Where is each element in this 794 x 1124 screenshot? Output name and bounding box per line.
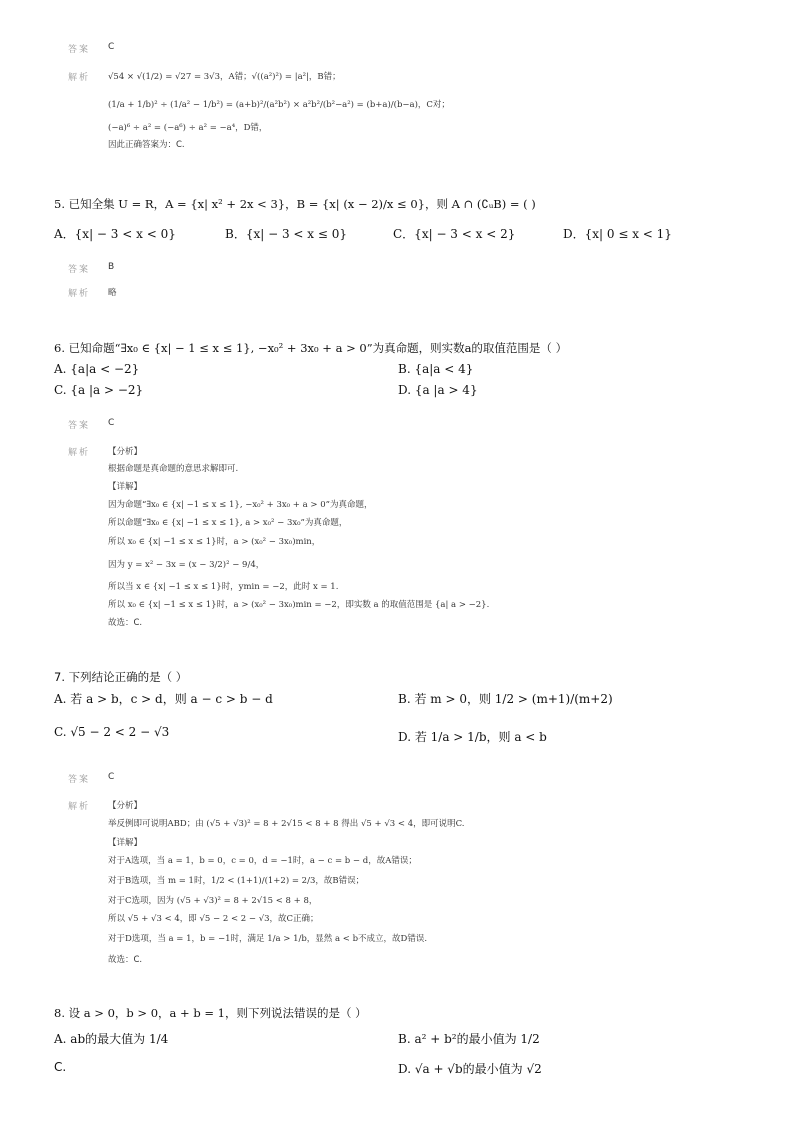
question-6-stem: 6. 已知命题“∃x₀ ∈ {x| − 1 ≤ x ≤ 1}, −x₀² + 3x₀ + a > 0”为真命题，则实数a的取值范围是（ ） [54, 341, 568, 355]
q8-option-b: B. a² + b²的最小值为 1/2 [398, 1032, 540, 1046]
analysis-line: 【详解】 [108, 838, 143, 848]
analysis-tag: 解析 [68, 802, 91, 812]
answer-value: C [108, 42, 115, 52]
analysis-line: 【分析】 [108, 801, 143, 811]
analysis-line: 对于A选项，当 a = 1，b = 0，c = 0，d = −1时，a − c = b − d，故A错误； [108, 856, 417, 866]
answer-tag: 答案 [68, 421, 91, 431]
q7-option-d: D. 若 1/a > 1/b，则 a < b [398, 730, 547, 744]
answer-value: C [108, 772, 115, 782]
analysis-tag: 解析 [68, 448, 91, 458]
q6-option-b: B. {a|a < 4} [398, 362, 474, 376]
analysis-line: 故选：C. [108, 955, 143, 965]
analysis-tag: 解析 [68, 73, 91, 83]
question-7-stem: 7. 下列结论正确的是（ ） [54, 670, 188, 684]
q6-option-a: A. {a|a < −2} [54, 362, 140, 376]
analysis-line: 【详解】 [108, 482, 143, 492]
analysis-line: 对于B选项，当 m = 1时，1/2 < (1+1)/(1+2) = 2/3，故B错误； [108, 876, 365, 886]
analysis-line: 所以 x₀ ∈ {x| −1 ≤ x ≤ 1}时，a > (x₀² − 3x₀)min = −2，即实数 a 的取值范围是 {a| a > −2}. [108, 600, 490, 610]
analysis-line: 因为 y = x² − 3x = (x − 3/2)² − 9/4， [108, 560, 265, 570]
q7-option-c: C. √5 − 2 < 2 − √3 [54, 725, 170, 739]
q7-option-b: B. 若 m > 0，则 1/2 > (m+1)/(m+2) [398, 692, 613, 706]
answer-value: B [108, 262, 115, 272]
q5-option-d: D．{x| 0 ≤ x < 1} [563, 227, 672, 241]
analysis-line: 故选：C. [108, 618, 143, 628]
q6-option-c: C. {a |a > −2} [54, 383, 144, 397]
analysis-line: 略 [108, 288, 117, 298]
q8-option-d: D. √a + √b的最小值为 √2 [398, 1062, 542, 1076]
answer-tag: 答案 [68, 265, 91, 275]
analysis-line: 对于D选项，当 a = 1，b = −1时，满足 1/a > 1/b，显然 a < b不成立，故D错误. [108, 934, 428, 944]
analysis-line: 根据命题是真命题的意思求解即可. [108, 464, 239, 474]
analysis-line: 因为命题“∃x₀ ∈ {x| −1 ≤ x ≤ 1}, −x₀² + 3x₀ + a > 0”为真命题， [108, 500, 373, 510]
question-5-stem: 5. 已知全集 U = R，A = {x| x² + 2x < 3}，B = {x| (x − 2)/x ≤ 0}，则 A ∩ (∁ᵤB) = ( ) [54, 197, 536, 211]
question-8-stem: 8. 设 a > 0，b > 0，a + b = 1，则下列说法错误的是（ ） [54, 1006, 367, 1020]
analysis-line: (−a)⁶ ÷ a² = (−a⁶) ÷ a² = −a⁴，D错， [108, 123, 268, 133]
analysis-line: 所以命题“∃x₀ ∈ {x| −1 ≤ x ≤ 1}, a > x₀² − 3x₀”为真命题， [108, 518, 348, 528]
analysis-line: 所以 x₀ ∈ {x| −1 ≤ x ≤ 1}时，a > (x₀² − 3x₀)min， [108, 537, 321, 547]
analysis-tag: 解析 [68, 289, 91, 299]
q5-option-c: C．{x| − 3 < x < 2} [393, 227, 516, 241]
analysis-line: 因此正确答案为：C. [108, 140, 185, 150]
q7-option-a: A. 若 a > b，c > d，则 a − c > b − d [54, 692, 273, 706]
analysis-line: 所以 √5 + √3 < 4，即 √5 − 2 < 2 − √3，故C正确； [108, 914, 319, 924]
q5-option-b: B．{x| − 3 < x ≤ 0} [225, 227, 347, 241]
q6-option-d: D. {a |a > 4} [398, 383, 478, 397]
analysis-line: 【分析】 [108, 447, 143, 457]
analysis-line: 举反例即可说明ABD；由 (√5 + √3)² = 8 + 2√15 < 8 + 8 得出 √5 + √3 < 4，即可说明C. [108, 819, 465, 829]
answer-tag: 答案 [68, 45, 91, 55]
analysis-line: 所以当 x ∈ {x| −1 ≤ x ≤ 1}时，ymin = −2，此时 x = 1. [108, 582, 339, 592]
q8-option-a: A. ab的最大值为 1/4 [54, 1032, 169, 1046]
answer-value: C [108, 418, 115, 428]
analysis-line: 对于C选项，因为 (√5 + √3)² = 8 + 2√15 < 8 + 8， [108, 896, 318, 906]
q8-option-c: C. [54, 1060, 67, 1074]
analysis-line: (1/a + 1/b)² ÷ (1/a² − 1/b²) = (a+b)²/(a²b²) × a²b²/(b²−a²) = (b+a)/(b−a)，C对； [108, 100, 450, 110]
analysis-line: √54 × √(1/2) = √27 = 3√3，A错；√((a²)²) = |a²|，B错； [108, 72, 341, 82]
q5-option-a: A．{x| − 3 < x < 0} [54, 227, 176, 241]
answer-tag: 答案 [68, 775, 91, 785]
